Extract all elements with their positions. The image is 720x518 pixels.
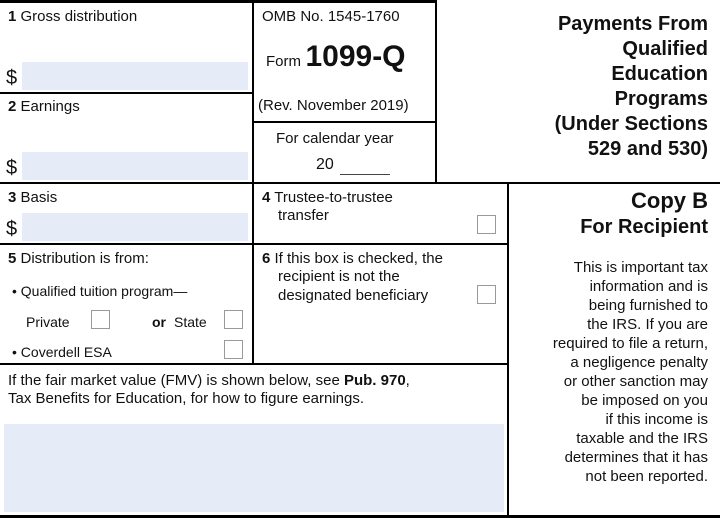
- calendar-year-prefix: 20: [316, 156, 334, 173]
- box5-coverdell: • Coverdell ESA: [12, 344, 112, 360]
- box1-input[interactable]: [22, 62, 248, 90]
- box1-label: 1 Gross distribution: [8, 8, 138, 25]
- divider-v-center: [435, 0, 437, 183]
- box5-or: or: [152, 314, 166, 330]
- box6-label-3: designated beneficiary: [278, 287, 429, 304]
- copy-b: Copy B: [631, 188, 708, 213]
- divider-h-2: [0, 182, 720, 184]
- form-heading: Payments From Qualified Education Programs (Under Sections 529 and 530): [554, 13, 708, 160]
- calendar-year-label: For calendar year: [276, 130, 394, 147]
- box6-checkbox[interactable]: [477, 285, 496, 304]
- divider-h-1: [0, 92, 254, 94]
- box2-dollar: $: [6, 157, 18, 179]
- divider-h-center: [252, 121, 437, 123]
- form-title: Form 1099-Q: [266, 40, 406, 73]
- box5-private-label: Private: [26, 314, 70, 330]
- box5-private-checkbox[interactable]: [91, 310, 110, 329]
- fmv-input[interactable]: [4, 424, 504, 512]
- box4-label: 4 Trustee-to-trustee: [262, 189, 393, 206]
- calendar-year-field[interactable]: [340, 174, 390, 175]
- divider-v-right: [507, 182, 509, 518]
- fmv-instruction-2: Tax Benefits for Education, for how to figure earnings.: [8, 390, 365, 407]
- box2-label: 2 Earnings: [8, 98, 80, 115]
- box5-qtp: • Qualified tuition program—: [12, 283, 188, 299]
- box4-checkbox[interactable]: [477, 215, 496, 234]
- fmv-instruction-1: If the fair market value (FMV) is shown below, see Pub. 970,: [8, 372, 410, 389]
- top-border: [0, 0, 437, 3]
- box3-dollar: $: [6, 218, 18, 240]
- box5-state-label: State: [174, 314, 207, 330]
- box3-label: 3 Basis: [8, 189, 58, 206]
- box5-label: 5 Distribution is from:: [8, 250, 149, 267]
- box4-label-cont: transfer: [278, 207, 329, 224]
- for-recipient: For Recipient: [580, 216, 708, 238]
- omb-number: OMB No. 1545-1760: [262, 8, 400, 25]
- rev-date: (Rev. November 2019): [258, 97, 409, 114]
- box3-input[interactable]: [22, 213, 248, 241]
- divider-h-3: [0, 243, 509, 245]
- box2-input[interactable]: [22, 152, 248, 180]
- box1-dollar: $: [6, 67, 18, 89]
- divider-h-4: [0, 363, 509, 365]
- box6-label: 6 If this box is checked, the: [262, 250, 443, 267]
- box5-coverdell-checkbox[interactable]: [224, 340, 243, 359]
- important-tax-note: This is important tax information and is being furnished to the IRS. If you are required to file a return, a negligence penalty or other sanction may be imposed on you if this income is taxable and the IRS determines that it has not been reported.: [552, 259, 708, 485]
- box5-state-checkbox[interactable]: [224, 310, 243, 329]
- box6-label-2: recipient is not the: [278, 268, 400, 285]
